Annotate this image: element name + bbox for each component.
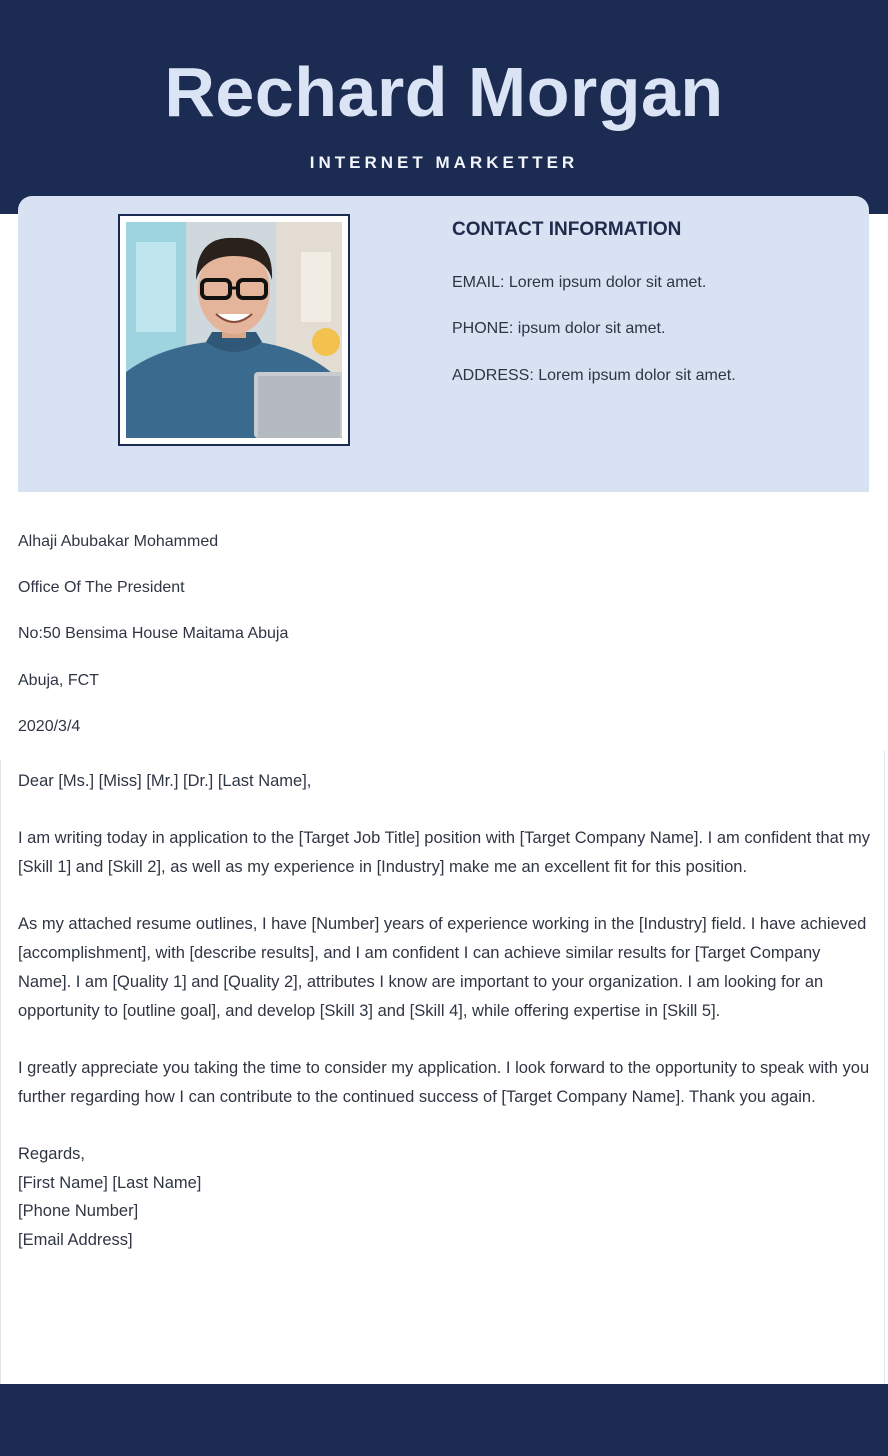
profile-photo bbox=[126, 222, 342, 438]
recipient-name: Alhaji Abubakar Mohammed bbox=[18, 533, 219, 550]
closing-regards: Regards, bbox=[18, 1145, 85, 1164]
signature-email: [Email Address] bbox=[18, 1231, 133, 1250]
paragraph-closing: I greatly appreciate you taking the time to consider my application. I look forward to the opportunity to speak with you further regarding how I can contribute to the continued success of [Target Company Name]. Thank you again. bbox=[18, 1058, 870, 1106]
job-title: INTERNET MARKETTER bbox=[309, 153, 579, 172]
contact-phone: PHONE: ipsum dolor sit amet. bbox=[452, 320, 666, 337]
profile-photo-frame bbox=[118, 214, 350, 446]
recipient-city: Abuja, FCT bbox=[18, 672, 99, 689]
contact-heading: CONTACT INFORMATION bbox=[452, 219, 682, 240]
signature-phone: [Phone Number] bbox=[18, 1202, 139, 1221]
recipient-office: Office Of The President bbox=[18, 579, 185, 596]
recipient-street: No:50 Bensima House Maitama Abuja bbox=[18, 625, 289, 642]
letter-body bbox=[18, 767, 873, 1255]
contact-email: EMAIL: Lorem ipsum dolor sit amet. bbox=[452, 274, 707, 291]
salutation: Dear [Ms.] [Miss] [Mr.] [Dr.] [Last Name], bbox=[18, 772, 312, 790]
letter-date: 2020/3/4 bbox=[18, 718, 81, 735]
signature-name: [First Name] [Last Name] bbox=[18, 1173, 202, 1192]
paragraph-experience: As my attached resume outlines, I have [Number] years of experience working in the [Industry] field. I have achieved [accomplishment], with [describe results], and I am confident I can achieve similar results for [Target Company Name]. I am [Quality 1] and [Quality 2], attributes I know are important to your organization. I am looking for an opportunity to [outline goal], and develop [Skill 3] and [Skill 4], while offering expertise in [Skill 5]. bbox=[18, 915, 867, 1020]
paragraph-intro: I am writing today in application to the [Target Job Title] position with [Target Company Name]. I am confident that my [Skill 1] and [Skill 2], as well as my experience in [Industry] make me an excellent fit for this position. bbox=[18, 829, 870, 877]
footer-banner bbox=[0, 1384, 888, 1456]
contact-address: ADDRESS: Lorem ipsum dolor sit amet. bbox=[452, 367, 736, 384]
header-banner bbox=[0, 0, 888, 214]
page-edge-right bbox=[884, 750, 885, 1386]
page-edge-left bbox=[0, 760, 1, 1386]
applicant-name: Rechard Morgan bbox=[164, 53, 724, 131]
